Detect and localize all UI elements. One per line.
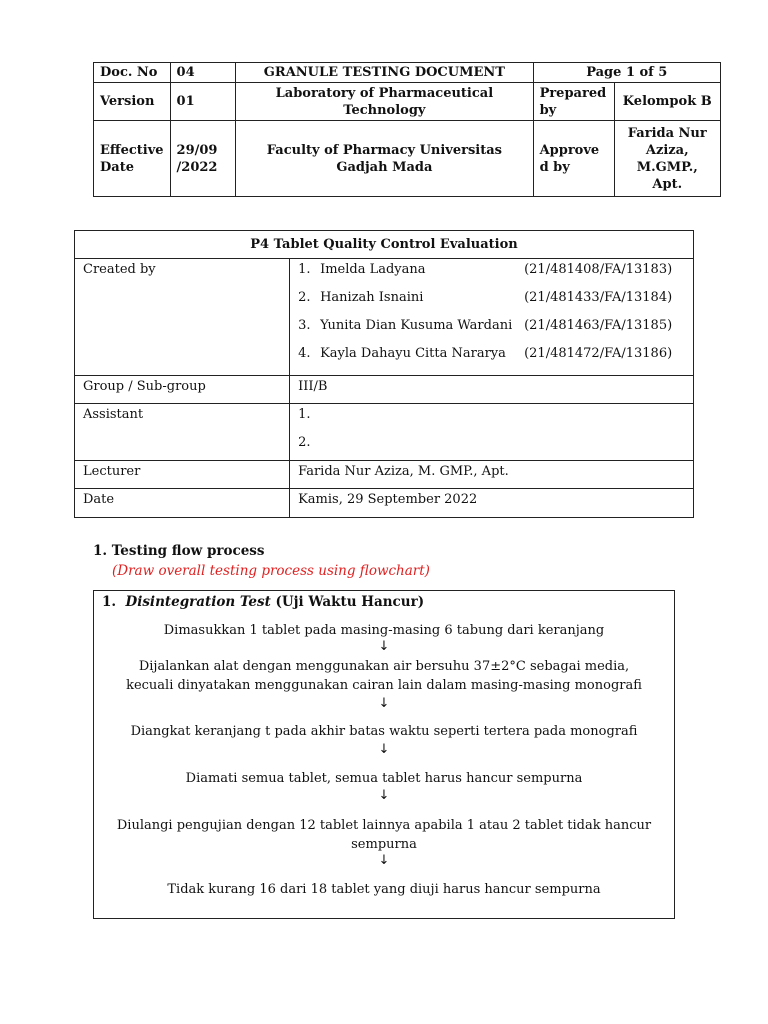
flow-step: Tidak kurang 16 dari 18 tablet yang diuji harus hancur sempurna [167, 882, 601, 897]
assistant-label: Assistant [75, 404, 290, 461]
member-number: 1. [298, 262, 311, 277]
section-heading: 1. Testing flow process [93, 543, 265, 559]
flowchart-title [102, 593, 424, 612]
down-arrow-icon: ↓ [378, 696, 390, 711]
member-id: (21/481408/FA/13183) [524, 262, 673, 277]
doc-no-label: Doc. No [94, 63, 171, 83]
document-header-table [93, 62, 721, 197]
assistant-list [290, 404, 694, 461]
group-label: Group / Sub-group [75, 376, 290, 404]
member-name: Imelda Ladyana [320, 262, 426, 277]
version-label: Version [94, 83, 171, 121]
faculty-name: Faculty of Pharmacy Universitas Gadjah Mada [236, 121, 533, 197]
lab-name: Laboratory of Pharmaceutical Technology [236, 83, 533, 121]
effective-date-label: Effective Date [94, 121, 171, 197]
group-value: III/B [290, 376, 694, 404]
flowchart-title-italic: Disintegration Test [125, 594, 271, 610]
flowchart-number: 1. [102, 594, 117, 610]
member-list [290, 259, 694, 376]
date-value: Kamis, 29 September 2022 [290, 489, 694, 518]
doc-title: GRANULE TESTING DOCUMENT [236, 63, 533, 83]
flowchart-title-rest: (Uji Waktu Hancur) [270, 594, 425, 610]
member-number: 2. [298, 290, 311, 305]
down-arrow-icon: ↓ [378, 853, 390, 868]
member-id: (21/481472/FA/13186) [524, 346, 673, 361]
section-note: (Draw overall testing process using flowchart) [112, 563, 430, 579]
date-label: Date [75, 489, 290, 518]
flow-step: Diangkat keranjang t pada akhir batas waktu seperti tertera pada monografi [130, 724, 638, 739]
assistant-item: 1. [298, 407, 311, 422]
list-item [298, 261, 685, 289]
flow-step: Dijalankan alat dengan menggunakan air bersuhu 37±2°C sebagai media, kecuali dinyatakan menggunakan cairan lain dalam masing-masing monografi [126, 659, 642, 693]
list-item [298, 289, 685, 317]
flow-step: Dimasukkan 1 tablet pada masing-masing 6 tabung dari keranjang [163, 623, 605, 638]
member-name: Yunita Dian Kusuma Wardani [320, 318, 513, 333]
approved-by-value: Farida Nur Aziza, M.GMP., Apt. [614, 121, 720, 197]
prepared-by-label: Prepared by [533, 83, 614, 121]
member-number: 4. [298, 346, 311, 361]
version-value: 01 [170, 83, 236, 121]
page-info: Page 1 of 5 [533, 63, 720, 83]
lecturer-label: Lecturer [75, 461, 290, 489]
list-item [298, 345, 685, 373]
down-arrow-icon: ↓ [378, 742, 390, 757]
member-id: (21/481433/FA/13184) [524, 290, 673, 305]
assistant-item: 2. [298, 435, 311, 450]
evaluation-info-table [74, 230, 694, 518]
down-arrow-icon: ↓ [378, 788, 390, 803]
list-item [298, 317, 685, 345]
member-id: (21/481463/FA/13185) [524, 318, 673, 333]
created-by-label: Created by [75, 259, 290, 376]
member-name: Kayla Dahayu Citta Nararya [320, 346, 506, 361]
evaluation-title: P4 Tablet Quality Control Evaluation [75, 231, 694, 259]
member-name: Hanizah Isnaini [320, 290, 424, 305]
approved-by-label: Approve d by [533, 121, 614, 197]
prepared-by-value: Kelompok B [614, 83, 720, 121]
lecturer-value: Farida Nur Aziza, M. GMP., Apt. [290, 461, 694, 489]
down-arrow-icon: ↓ [378, 639, 390, 654]
flowchart-box [93, 590, 675, 919]
member-number: 3. [298, 318, 311, 333]
flow-step: Diulangi pengujian dengan 12 tablet lainnya apabila 1 atau 2 tablet tidak hancur sempurna [116, 818, 652, 852]
flow-step: Diamati semua tablet, semua tablet harus hancur sempurna [185, 771, 583, 786]
effective-date-value: 29/09 /2022 [170, 121, 236, 197]
doc-no-value: 04 [170, 63, 236, 83]
